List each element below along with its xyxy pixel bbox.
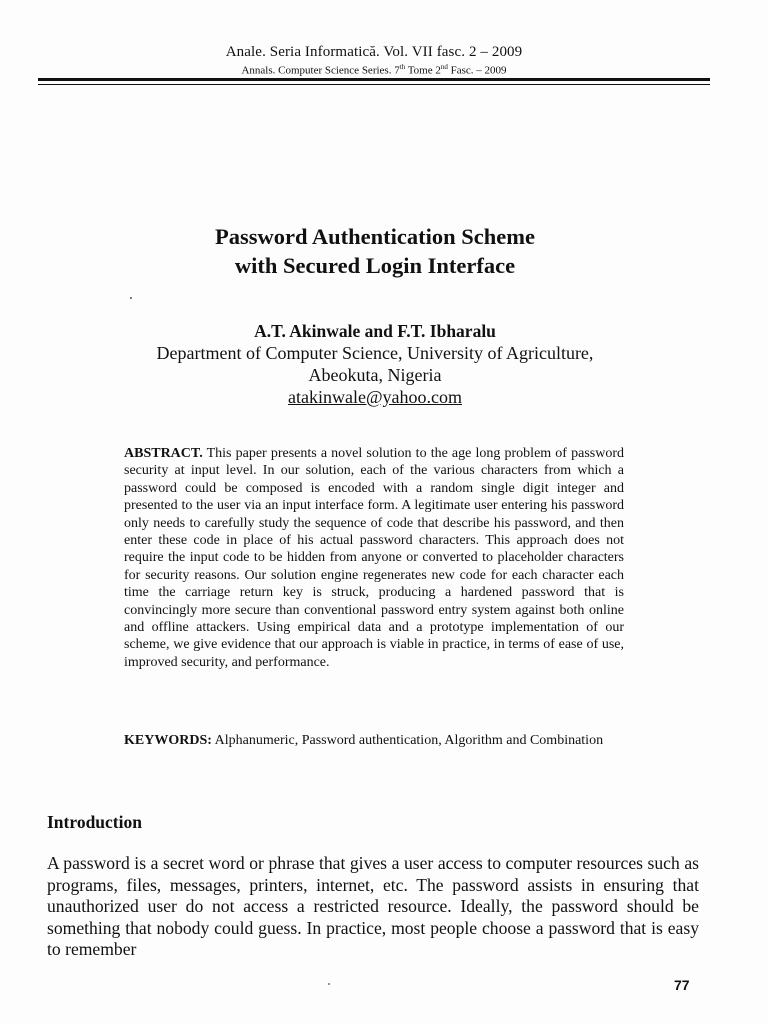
journal-subtitle-line: Annals. Computer Science Series. 7th Tome 2nd Fasc. – 2009	[241, 63, 507, 77]
affiliation-line-1: Department of Computer Science, University of Agriculture,	[156, 343, 594, 363]
abstract	[124, 445, 624, 671]
page-number: 77	[674, 977, 690, 993]
keywords-text: Alphanumeric, Password authentication, Algorithm and Combination	[211, 733, 604, 748]
author-block	[0, 320, 750, 408]
introduction-paragraph: A password is a secret word or phrase that gives a user access to computer resources such as programs, files, messages, printers, internet, etc. The password assists in ensuring that unauthorized user do not access a restricted resource. Ideally, the password should be something that nobody could guess. In practice, most people choose a password that is easy to remember	[47, 853, 699, 959]
author-email-link[interactable]: atakinwale@yahoo.com	[287, 387, 462, 407]
affiliation-line-2: Abeokuta, Nigeria	[308, 365, 442, 385]
paper-title	[0, 222, 750, 280]
journal-header	[38, 44, 710, 78]
title-line-1: Password Authentication Scheme	[215, 224, 535, 249]
abstract-label: ABSTRACT.	[124, 446, 203, 461]
scan-speck	[130, 297, 132, 299]
header-rule-thin	[38, 84, 710, 85]
header-rule-thick	[38, 78, 710, 81]
title-line-2: with Secured Login Interface	[234, 253, 516, 278]
abstract-text: This paper presents a novel solution to the age long problem of password security at input level. In our solution, each of the various characters from which a password could be composed is encoded with a random single digit integer and presented to the user via an input interface form. A legitimate user entering his password only needs to carefully study the sequence of code that describe his password, and then enter these code in place of his actual password characters. This approach does not require the input code to be hidden from anyone or converted to placeholder characters for security reasons. Our solution engine regenerates new code for each character each time the carriage return key is struck, producing a hardened password that is convincingly more secure than conventional password entry system against both online and offline attackers. Using empirical data and a prototype implementation of our scheme, we give evidence that our approach is viable in practice, in terms of ease of use, improved security, and performance.	[124, 446, 624, 670]
section-heading-introduction: Introduction	[47, 812, 142, 832]
scan-speck	[328, 983, 330, 985]
keywords-label: KEYWORDS:	[124, 733, 212, 748]
journal-title-line: Anale. Seria Informatică. Vol. VII fasc. 2 – 2009	[225, 44, 523, 60]
keywords	[124, 732, 624, 749]
author-names: A.T. Akinwale and F.T. Ibharalu	[254, 321, 496, 341]
